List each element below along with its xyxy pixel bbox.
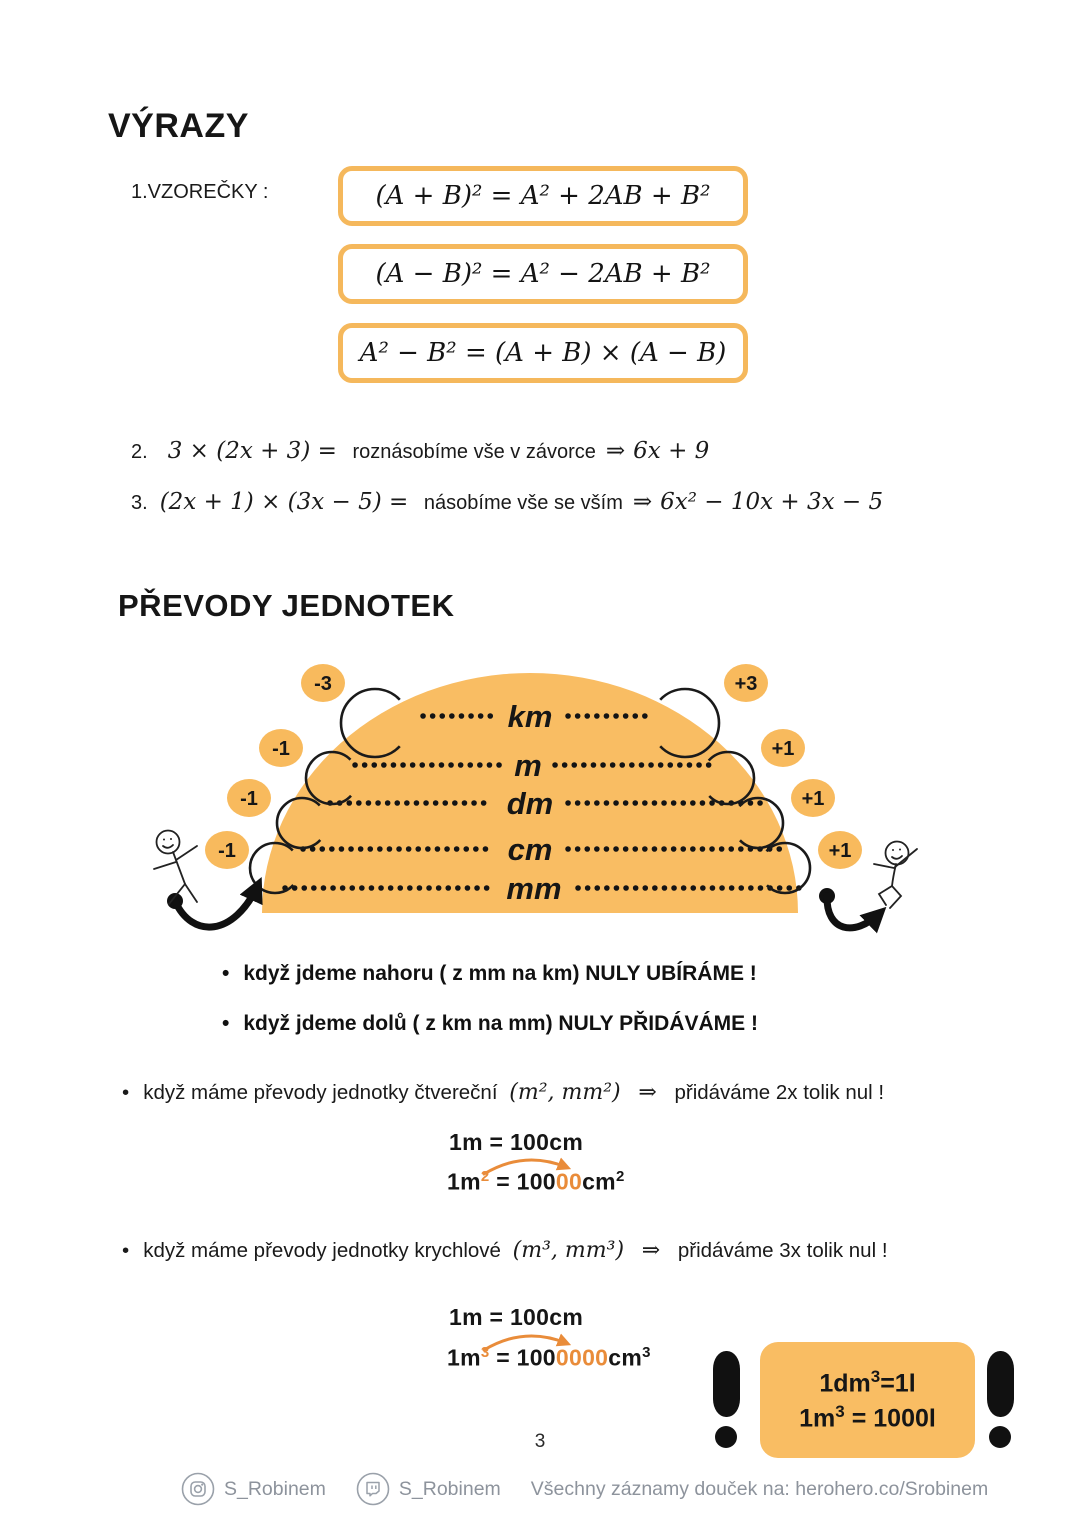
unit: cm [608, 1344, 643, 1371]
equals-part: = 100 [496, 1344, 556, 1371]
badge-minus-3: -3 [314, 673, 332, 695]
formula-box-3 [338, 323, 748, 383]
implies-arrow: ⇒ [605, 438, 626, 464]
badge-plus-1: +1 [828, 840, 852, 862]
rest: =1l [880, 1369, 916, 1397]
rule-down-text: když jdeme dolů ( z km na mm) NULY PŘIDÁVÁME ! [243, 1012, 758, 1035]
page-title: VÝRAZY [108, 107, 249, 145]
badge-minus-1: -1 [218, 840, 236, 862]
item-result: 6x² − 10x + 3x − 5 [660, 489, 884, 515]
warning-line-2 [799, 1402, 936, 1433]
unit-label-m: m [514, 748, 542, 783]
item-math: (2x + 1) × (3x − 5) = [159, 489, 409, 515]
base: 1m [447, 1168, 481, 1195]
base: 1dm [819, 1369, 871, 1397]
formula-3: A² − B² = (A + B) × (A − B) [359, 338, 727, 368]
item-text: roznásobíme vše v závorce [352, 441, 596, 463]
unit-exponent: 2 [615, 1168, 625, 1185]
unit-exponent: 3 [642, 1344, 651, 1361]
rule-up [222, 962, 757, 986]
unit-label-mm: mm [506, 871, 562, 906]
base: 1m [447, 1344, 481, 1371]
formula-box-2 [338, 244, 748, 304]
badge-plus-3: +3 [734, 673, 758, 695]
unit-label-km: km [507, 699, 553, 734]
footer [181, 1472, 988, 1506]
example-item-3 [131, 489, 883, 515]
instagram-icon [181, 1472, 215, 1506]
implies-arrow: ⇒ [632, 489, 653, 515]
badge-plus-1: +1 [771, 738, 795, 760]
cube-rule-text: když máme převody jednotky krychlové [143, 1239, 501, 1262]
section-title: PŘEVODY JEDNOTEK [118, 588, 455, 623]
page-number: 3 [534, 1431, 546, 1452]
item-number: 3. [131, 492, 148, 514]
warning-line-1 [819, 1367, 915, 1398]
instagram-handle: S_Robinem [224, 1477, 326, 1500]
exponent: 3 [480, 1344, 490, 1361]
unit-label-cm: cm [507, 832, 553, 867]
formula-1: (A + B)² = A² + 2AB + B² [375, 181, 711, 211]
unit-conversion-diagram [140, 653, 950, 945]
square-example-line1: 1m = 100cm [449, 1129, 584, 1155]
item-text: násobíme vše se vším [423, 492, 623, 514]
exponent: 3 [870, 1366, 881, 1386]
implies-arrow: ⇒ [638, 1080, 657, 1105]
item-math: 3 × (2x + 3) = [167, 438, 337, 464]
footer-note: Všechny záznamy douček na: herohero.co/Srobinem [530, 1477, 989, 1500]
rest: = 1000l [844, 1404, 936, 1433]
square-units-rule [122, 1080, 884, 1105]
badge-minus-1: -1 [272, 738, 290, 760]
cube-example-line2 [447, 1344, 651, 1372]
unit-label-dm: dm [506, 786, 554, 821]
added-zeros: 0000 [555, 1344, 609, 1371]
base: 1m [799, 1404, 836, 1433]
square-rule-rest: přidáváme 2x tolik nul ! [674, 1081, 885, 1104]
cube-rule-math: (m³, mm³) [512, 1238, 625, 1263]
item-result: 6x + 9 [633, 438, 710, 464]
exponent: 3 [835, 1402, 845, 1421]
cube-units-rule [122, 1238, 888, 1263]
bullet-icon: • [122, 1081, 130, 1104]
badge-minus-1: -1 [240, 788, 258, 810]
unit: cm [582, 1168, 616, 1195]
added-zeros: 00 [555, 1168, 583, 1195]
rule-up-text: když jdeme nahoru ( z mm na km) NULY UBÍRÁME ! [243, 962, 757, 985]
exponent: 2 [480, 1168, 490, 1185]
rule-down [222, 1012, 758, 1036]
bullet-icon: • [222, 1012, 230, 1035]
equals-part: = 100 [496, 1168, 556, 1195]
bullet-icon: • [222, 962, 230, 985]
cube-example-line1: 1m = 100cm [449, 1304, 584, 1330]
badge-plus-1: +1 [801, 788, 825, 810]
cube-rule-rest: přidáváme 3x tolik nul ! [677, 1239, 888, 1262]
implies-arrow: ⇒ [641, 1238, 661, 1263]
formula-box-1 [338, 166, 748, 226]
formula-2: (A − B)² = A² − 2AB + B² [375, 259, 711, 289]
square-rule-text: když máme převody jednotky čtvereční [143, 1081, 498, 1104]
formulas-intro-label: 1.VZOREČKY : [131, 181, 269, 203]
item-number: 2. [131, 441, 148, 463]
square-example-line2 [447, 1168, 625, 1196]
stick-figure-right [874, 842, 917, 909]
square-rule-math: (m², mm²) [509, 1080, 621, 1105]
twitch-handle: S_Robinem [398, 1477, 501, 1500]
example-item-2 [131, 438, 709, 464]
stick-figure-left [154, 831, 197, 905]
bullet-icon: • [122, 1239, 130, 1262]
twitch-icon [356, 1472, 390, 1506]
